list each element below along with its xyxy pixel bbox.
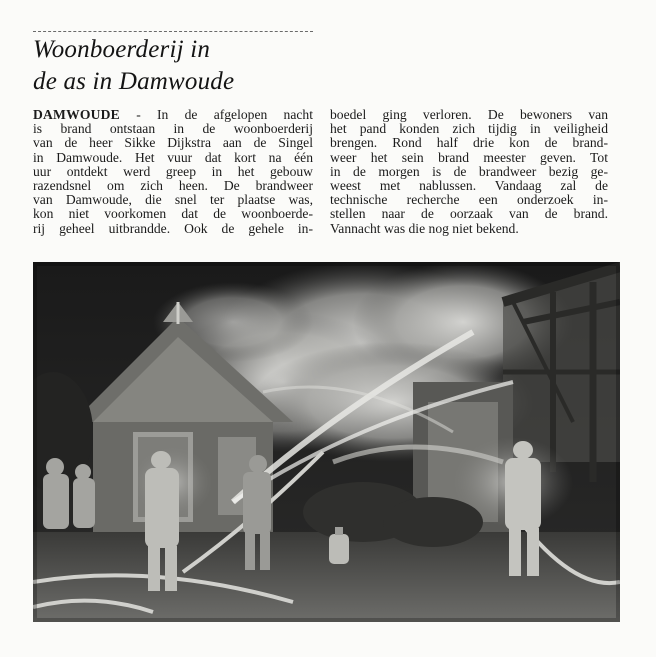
text-line: technische recherche een onderzoek in- — [330, 192, 608, 208]
text-line: het pand konden zich tijdig in veiligheid — [330, 121, 608, 137]
article-column-right — [330, 108, 608, 238]
text-line: van Damwoude, die snel ter plaatse was, — [33, 192, 313, 208]
text-line: in Damwoude. Het vuur dat kort na één — [33, 149, 313, 165]
text-line — [33, 108, 313, 122]
text-line: rij geheel uitbrandde. Ook de gehele in- — [33, 220, 313, 236]
text-line: in de morgen is de brandweer bezig ge- — [330, 163, 608, 179]
dateline: DAMWOUDE — [33, 108, 120, 122]
text-line: stellen naar de oorzaak van de brand. — [330, 206, 608, 222]
fire-scene-illustration — [33, 262, 620, 622]
text-line: uur ontdekt werd greep in het gebouw — [33, 163, 313, 179]
text-line: razendsnel om zich heen. De brandweer — [33, 178, 313, 194]
headline-line-1: Woonboerderij in — [33, 36, 211, 63]
text-line: boedel ging verloren. De bewoners van — [330, 108, 608, 122]
article-headline — [33, 34, 323, 98]
headline-line-2: de as in Damwoude — [33, 68, 235, 95]
text-line: van de heer Sikke Dijkstra aan de Singel — [33, 135, 313, 151]
news-photo — [33, 262, 620, 622]
text-line: Vannacht was die nog niet bekend. — [330, 220, 519, 236]
text-line: is brand ontstaan in de woonboerderij — [33, 121, 313, 137]
text-line: kon niet voorkomen dat de woonboerde- — [33, 206, 313, 222]
text-line: weer het sein brand meester geven. Tot — [330, 149, 608, 165]
top-rule — [33, 31, 313, 32]
article-column-left — [33, 108, 313, 242]
text-line: weest met nablussen. Vandaag zal de — [330, 178, 608, 194]
text-line-lead: - In de afgelopen nacht — [119, 108, 313, 122]
text-line: brengen. Rond half drie kon de brand- — [330, 135, 608, 151]
